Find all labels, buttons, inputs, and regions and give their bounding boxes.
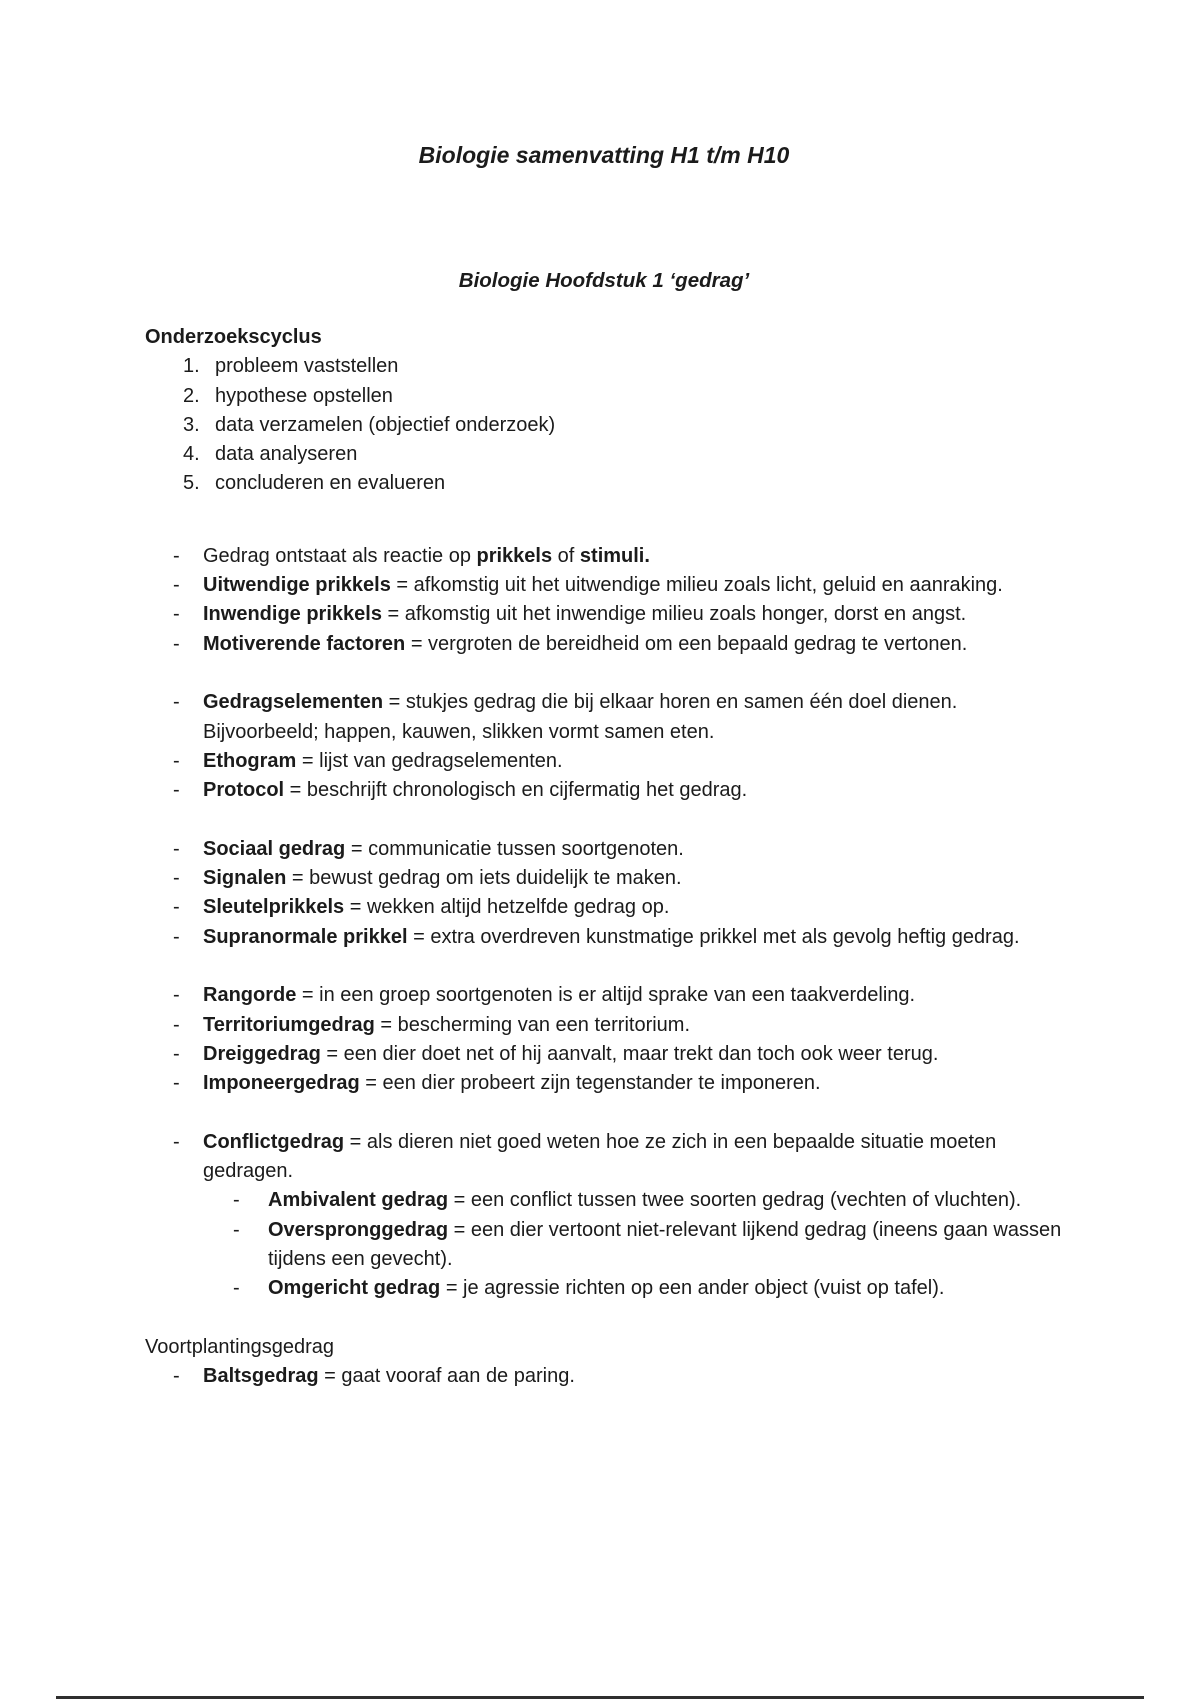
term-subitem-ambivalent-gedrag — [233, 1186, 1063, 1215]
research-step — [183, 352, 1063, 381]
term-text: Omgericht gedrag = je agressie richten op een ander object (vuist op tafel). — [268, 1277, 945, 1300]
term-text: Ambivalent gedrag = een conflict tussen twee soorten gedrag (vechten of vluchten). — [268, 1189, 1022, 1212]
dash-bullet: - — [173, 1130, 180, 1153]
research-step — [183, 440, 1063, 469]
term-text: Gedragselementen = stukjes gedrag die bij elkaar horen en samen één doel dienen. Bijvoorbeeld; happen, kauwen, slikken vormt samen eten. — [203, 691, 958, 743]
term-item-imponeergedrag — [173, 1069, 1063, 1098]
term-text: Uitwendige prikkels = afkomstig uit het uitwendige milieu zoals licht, geluid en aanraking. — [203, 574, 1003, 597]
dash-bullet: - — [173, 1365, 180, 1388]
research-step — [183, 382, 1063, 411]
term-subitem-omgericht-gedrag — [233, 1274, 1063, 1303]
dash-bullet: - — [173, 603, 180, 626]
number-marker: 1. — [183, 355, 200, 378]
research-step-text: data analyseren — [215, 443, 358, 466]
term-item-protocol — [173, 776, 1063, 805]
term-text: Conflictgedrag = als dieren niet goed weten hoe ze zich in een bepaalde situatie moeten gedragen. — [203, 1130, 997, 1183]
section-heading-voortplantingsgedrag: Voortplantingsgedrag — [145, 1335, 335, 1358]
term-item-inwendige-prikkels — [173, 600, 1063, 629]
term-text: Gedrag ontstaat als reactie op prikkels of stimuli. — [203, 544, 650, 567]
number-marker: 3. — [183, 413, 200, 436]
term-item-rangorde — [173, 981, 1063, 1010]
term-text: Baltsgedrag = gaat vooraf aan de paring. — [203, 1365, 575, 1388]
term-text: Inwendige prikkels = afkomstig uit het inwendige milieu zoals honger, dorst en angst. — [203, 603, 967, 626]
term-subitem-overspronggedrag — [233, 1216, 1063, 1275]
term-item-supranormale-prikkel — [173, 923, 1063, 952]
dash-bullet: - — [173, 1042, 180, 1065]
term-text: Motiverende factoren = vergroten de bereidheid om een bepaald gedrag te vertonen. — [203, 632, 968, 655]
term-item-signalen — [173, 864, 1063, 893]
term-text: Dreiggedrag = een dier doet net of hij aanvalt, maar trekt dan toch ook weer terug. — [203, 1042, 939, 1065]
document-title: Biologie samenvatting H1 t/m H10 — [418, 142, 790, 168]
chapter-heading: Biologie Hoofdstuk 1 ‘gedrag’ — [458, 269, 750, 292]
document-content — [145, 0, 1063, 1391]
term-item-gedragselementen — [173, 688, 1063, 747]
page-bottom-rule — [56, 1696, 1144, 1699]
number-marker: 4. — [183, 443, 200, 466]
term-text: Ethogram = lijst van gedragselementen. — [203, 749, 563, 772]
section-heading-onderzoekscyclus: Onderzoekscyclus — [145, 326, 322, 348]
dash-bullet: - — [173, 574, 180, 597]
term-item-baltsgedrag — [173, 1362, 1063, 1391]
dash-bullet: - — [233, 1189, 240, 1212]
research-step-text: data verzamelen (objectief onderzoek) — [215, 413, 556, 436]
dash-bullet: - — [233, 1277, 240, 1300]
term-item-sociaal-gedrag — [173, 835, 1063, 864]
term-text: Territoriumgedrag = bescherming van een territorium. — [203, 1013, 691, 1036]
dash-bullet: - — [173, 632, 180, 655]
dash-bullet: - — [173, 544, 180, 567]
dash-bullet: - — [173, 837, 180, 860]
dash-bullet: - — [173, 925, 180, 948]
dash-bullet: - — [173, 1013, 180, 1036]
research-step-text: probleem vaststellen — [215, 355, 399, 378]
term-text: Overspronggedrag = een dier vertoont niet-relevant lijkend gedrag (ineens gaan wassen tijdens een gevecht). — [268, 1218, 1062, 1270]
number-marker: 5. — [183, 472, 200, 495]
term-item-dreiggedrag — [173, 1040, 1063, 1069]
research-step-text: concluderen en evalueren — [215, 472, 446, 495]
dash-bullet: - — [173, 896, 180, 919]
dash-bullet: - — [173, 779, 180, 802]
dash-bullet: - — [173, 867, 180, 890]
term-text: Signalen = bewust gedrag om iets duidelijk te maken. — [203, 867, 682, 890]
term-item-territoriumgedrag — [173, 1011, 1063, 1040]
term-text: Sociaal gedrag = communicatie tussen soortgenoten. — [203, 837, 684, 860]
term-item-conflictgedrag — [173, 1128, 1063, 1187]
dash-bullet: - — [173, 1072, 180, 1095]
dash-bullet: - — [173, 749, 180, 772]
research-step — [183, 469, 1063, 498]
number-marker: 2. — [183, 384, 200, 407]
term-text: Sleutelprikkels = wekken altijd hetzelfde gedrag op. — [203, 896, 670, 919]
term-text: Supranormale prikkel = extra overdreven kunstmatige prikkel met als gevolg heftig gedrag. — [203, 925, 1020, 948]
dash-bullet: - — [173, 984, 180, 1007]
research-step — [183, 411, 1063, 440]
term-text: Imponeergedrag = een dier probeert zijn tegenstander te imponeren. — [203, 1072, 821, 1095]
dash-bullet: - — [233, 1218, 240, 1241]
term-item-uitwendige-prikkels — [173, 571, 1063, 600]
term-item-ethogram — [173, 747, 1063, 776]
term-text: Protocol = beschrijft chronologisch en cijfermatig het gedrag. — [203, 779, 748, 802]
term-item-sleutelprikkels — [173, 893, 1063, 922]
term-item-motiverende-factoren — [173, 630, 1063, 659]
term-item-gedrag-intro — [173, 542, 1063, 571]
dash-bullet: - — [173, 691, 180, 714]
research-step-text: hypothese opstellen — [215, 384, 393, 407]
term-text: Rangorde = in een groep soortgenoten is er altijd sprake van een taakverdeling. — [203, 984, 916, 1007]
